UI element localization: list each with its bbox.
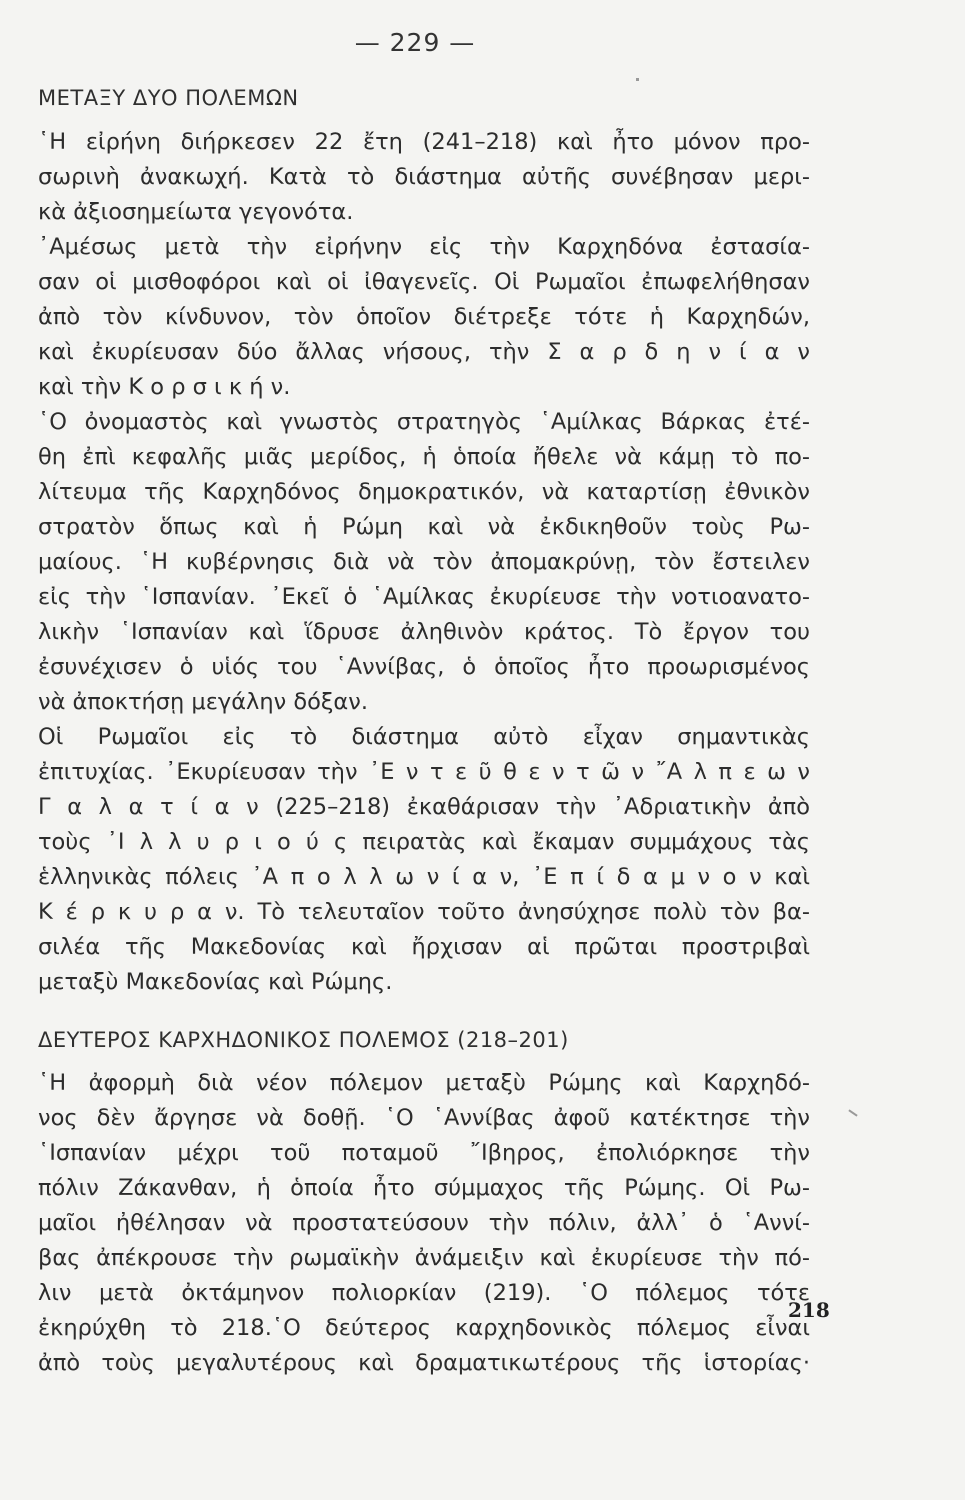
text-line: λίτευμα τῆς Καρχηδόνος δημοκρατικόν, νὰ καταρτίσῃ ἐθνικὸν — [38, 479, 810, 505]
text-line: ῾Ο ὀνομαστὸς καὶ γνωστὸς στρατηγὸς ῾Αμίλκας Βάρκας ἐτέ- — [38, 409, 810, 435]
print-speck — [636, 78, 639, 81]
text-line: νὰ ἀποκτήσῃ μεγάλην δόξαν. — [38, 689, 368, 715]
text-line: ῾Η εἰρήνη διήρκεσεν 22 ἔτη (241–218) καὶ ἦτο μόνον προ- — [38, 129, 810, 155]
text-line: σωρινὴ ἀνακωχή. Κατὰ τὸ διάστημα αὐτῆς συνέβησαν μερι- — [38, 164, 810, 190]
text-line: νος δὲν ἄργησε νὰ δοθῇ. ῾Ο ῾Αννίβας ἀφοῦ κατέκτησε τὴν — [38, 1105, 810, 1131]
text-line: ἐπιτυχίας. ᾽Εκυρίευσαν τὴν ᾽Ε ν τ ε ῦ θ ε ν τ ῶ ν ῎Α λ π ε ω ν — [38, 759, 810, 785]
section-heading-between-wars: ΜΕΤΑΞΥ ΔΥΟ ΠΟΛΕΜΩΝ — [38, 86, 299, 110]
text-line: ἐσυνέχισεν ὁ υἱός του ῾Αννίβας, ὁ ὁποῖος ἦτο προωρισμένος — [38, 654, 810, 680]
text-line: μαίους. ῾Η κυβέρνησις διὰ νὰ τὸν ἀπομακρύνῃ, τὸν ἔστειλεν — [38, 549, 810, 575]
text-line: τοὺς ᾽Ι λ λ υ ρ ι ο ύ ς πειρατὰς καὶ ἔκαμαν συμμάχους τὰς — [38, 829, 810, 855]
text-line: ἀπὸ τὸν κίνδυνον, τὸν ὁποῖον διέτρεξε τότε ἡ Καρχηδών, — [38, 304, 810, 330]
text-line: ἐκηρύχθη τὸ 218.῾Ο δεύτερος καρχηδονικὸς πόλεμος εἶναι — [38, 1315, 810, 1341]
section1-body — [38, 125, 810, 1000]
text-line: λικὴν ῾Ισπανίαν καὶ ἵδρυσε ἀληθινὸν κράτος. Τὸ ἔργον του — [38, 619, 810, 645]
text-line: σαν οἱ μισθοφόροι καὶ οἱ ἰθαγενεῖς. Οἱ Ρωμαῖοι ἐπωφελήθησαν — [38, 269, 810, 295]
text-line: μαῖοι ἠθέλησαν νὰ προστατεύσουν τὴν πόλιν, ἀλλ᾽ ὁ ῾Αννί- — [38, 1210, 810, 1236]
text-line: Κ έ ρ κ υ ρ α ν. Τὸ τελευταῖον τοῦτο ἀνησύχησε πολὺ τὸν βα- — [38, 899, 810, 925]
text-line: καὶ τὴν Κ ο ρ σ ι κ ή ν. — [38, 374, 291, 400]
section-heading-second-punic-war: ΔΕΥΤΕΡΟΣ ΚΑΡΧΗΔΟΝΙΚΟΣ ΠΟΛΕΜΟΣ (218–201) — [38, 1028, 569, 1052]
text-line: κὰ ἀξιοσημείωτα γεγονότα. — [38, 199, 354, 225]
margin-number: 218 — [788, 1298, 830, 1322]
text-line: ῾Η ἀφορμὴ διὰ νέον πόλεμον μεταξὺ Ρώμης καὶ Καρχηδό- — [38, 1070, 810, 1096]
text-line: ἀπὸ τοὺς μεγαλυτέρους καὶ δραματικωτέρους τῆς ἱστορίας· — [38, 1350, 810, 1376]
text-line: λιν μετὰ ὀκτάμηνον πολιορκίαν (219). ῾Ο πόλεμος τότε — [38, 1280, 810, 1306]
text-line: βας ἀπέκρουσε τὴν ρωμαϊκὴν ἀνάμειξιν καὶ ἐκυρίευσε τὴν πό- — [38, 1245, 810, 1271]
text-line: πόλιν Ζάκανθαν, ἡ ὁποία ἦτο σύμμαχος τῆς Ρώμης. Οἱ Ρω- — [38, 1175, 810, 1201]
section2-body — [38, 1066, 810, 1381]
text-line: στρατὸν ὅπως καὶ ἡ Ρώμη καὶ νὰ ἐκδικηθοῦν τοὺς Ρω- — [38, 514, 810, 540]
text-line: ᾽Αμέσως μετὰ τὴν εἰρήνην εἰς τὴν Καρχηδόνα ἐστασία- — [38, 234, 810, 260]
text-line: θη ἐπὶ κεφαλῆς μιᾶς μερίδος, ἡ ὁποία ἤθελε νὰ κάμῃ τὸ πο- — [38, 444, 810, 470]
text-line: ῾Ισπανίαν μέχρι τοῦ ποταμοῦ ῎Ιβηρος, ἐπολιόρκησε τὴν — [38, 1140, 810, 1166]
text-line: Γ α λ α τ ί α ν (225–218) ἐκαθάρισαν τὴν ᾽Αδριατικὴν ἀπὸ — [38, 794, 810, 820]
text-line: μεταξὺ Μακεδονίας καὶ Ρώμης. — [38, 969, 393, 995]
page-number: — 229 — — [354, 28, 476, 57]
text-line: Οἱ Ρωμαῖοι εἰς τὸ διάστημα αὐτὸ εἶχαν σημαντικὰς — [38, 724, 810, 750]
text-line: ἑλληνικὰς πόλεις ᾽Α π ο λ λ ω ν ί α ν, ᾽Ε π ί δ α μ ν ο ν καὶ — [38, 864, 810, 890]
print-speck — [848, 1109, 857, 1116]
text-line: σιλέα τῆς Μακεδονίας καὶ ἤρχισαν αἱ πρῶται προστριβαὶ — [38, 934, 810, 960]
text-line: καὶ ἐκυρίευσαν δύο ἄλλας νήσους, τὴν Σ α ρ δ η ν ί α ν — [38, 339, 810, 365]
text-line: εἰς τὴν ῾Ισπανίαν. ᾽Εκεῖ ὁ ῾Αμίλκας ἐκυρίευσε τὴν νοτιοανατο- — [38, 584, 810, 610]
